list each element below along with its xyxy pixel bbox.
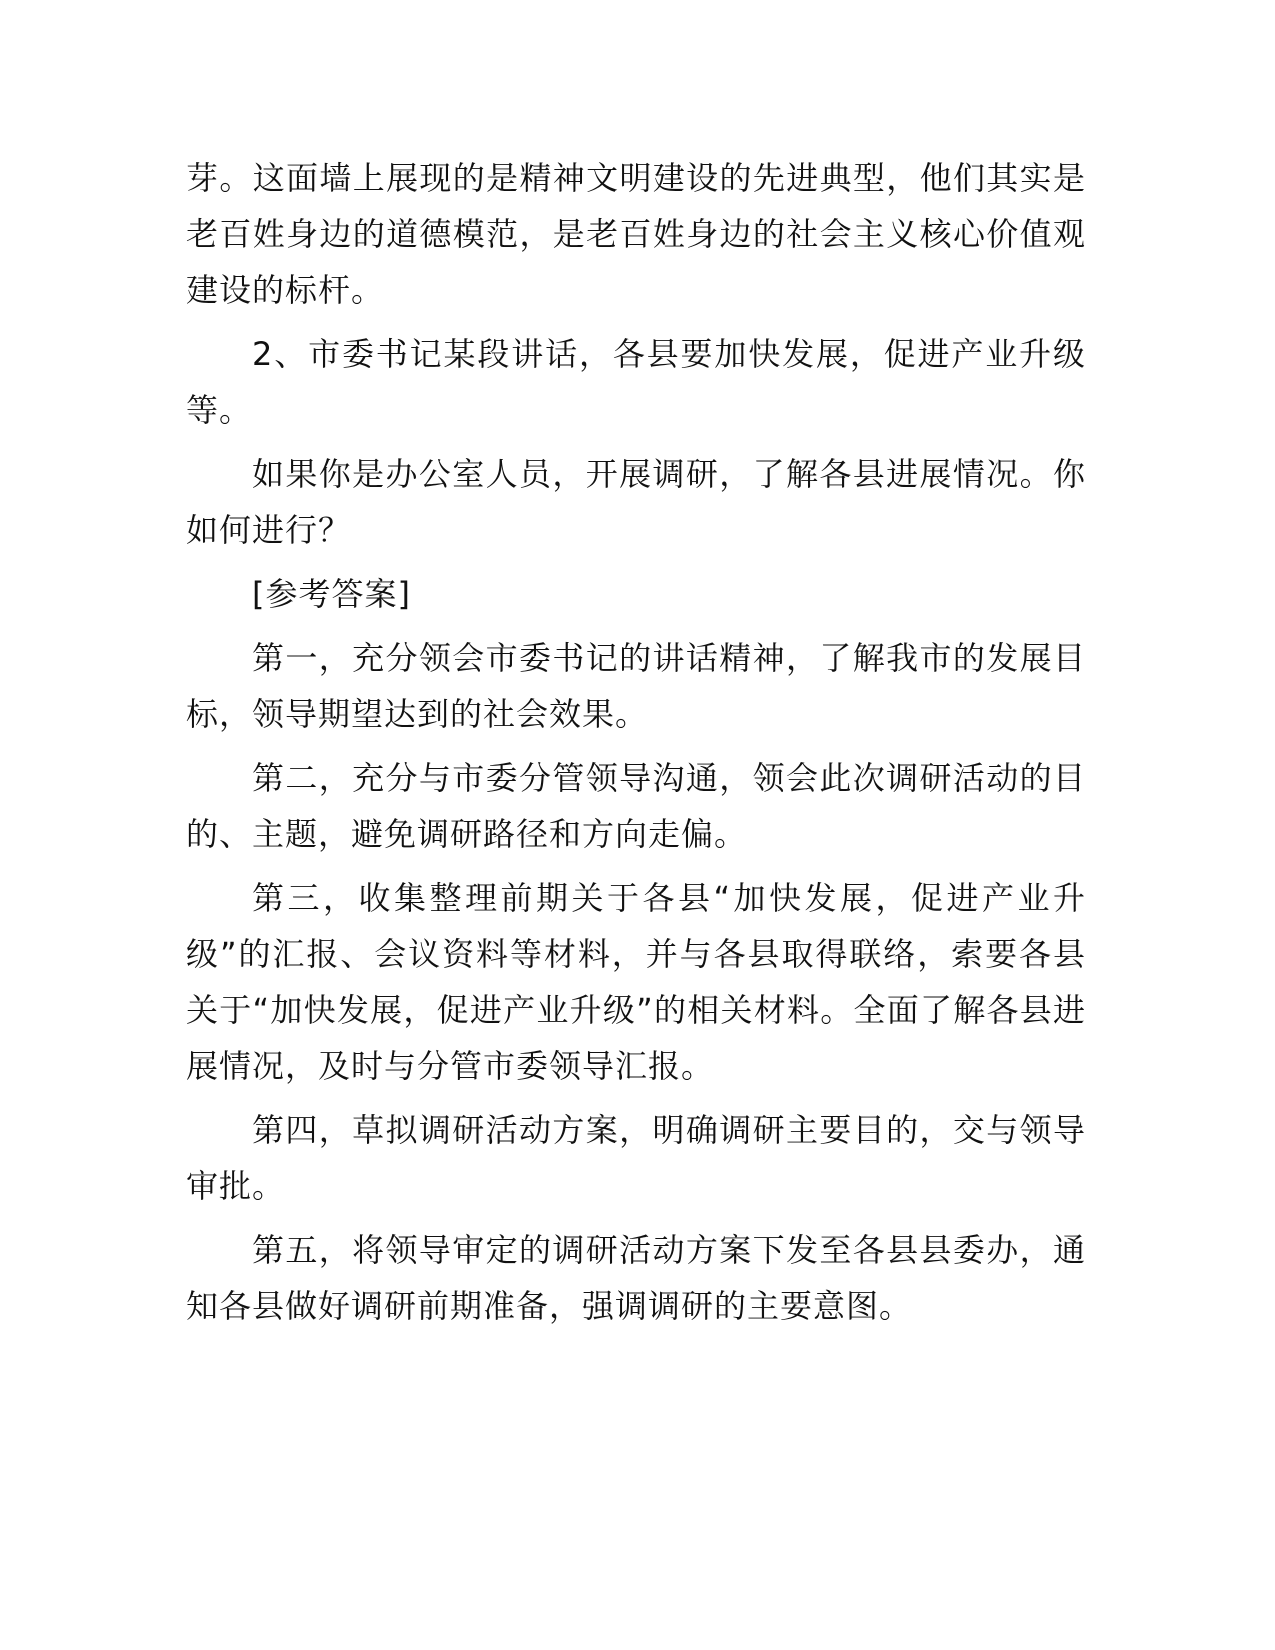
paragraph-answer-3: 第三，收集整理前期关于各县“加快发展，促进产业升级”的汇报、会议资料等材料，并与各县取得联络，索要各县关于“加快发展，促进产业升级”的相关材料。全面了解各县进展情况，及时与分管市委领导汇报。 xyxy=(186,879,1086,1085)
paragraph-answer-4: 第四，草拟调研活动方案，明确调研主要目的，交与领导审批。 xyxy=(186,1111,1086,1205)
paragraph-continuation: 芽。这面墙上展现的是精神文明建设的先进典型，他们其实是老百姓身边的道德模范，是老百姓身边的社会主义核心价值观建设的标杆。 xyxy=(186,159,1086,309)
paragraph-answer-2: 第二，充分与市委分管领导沟通，领会此次调研活动的目的、主题，避免调研路径和方向走偏。 xyxy=(186,759,1086,853)
document-body xyxy=(186,150,1086,1342)
paragraph-answer-heading: [参考答案] xyxy=(252,575,411,613)
paragraph-question-2: 2、市委书记某段讲话，各县要加快发展，促进产业升级等。 xyxy=(186,335,1086,429)
paragraph-question-prompt: 如果你是办公室人员，开展调研，了解各县进展情况。你如何进行？ xyxy=(186,455,1086,549)
paragraph-answer-5: 第五，将领导审定的调研活动方案下发至各县县委办，通知各县做好调研前期准备，强调调研的主要意图。 xyxy=(186,1231,1086,1325)
paragraph-answer-1: 第一，充分领会市委书记的讲话精神，了解我市的发展目标，领导期望达到的社会效果。 xyxy=(186,639,1086,733)
